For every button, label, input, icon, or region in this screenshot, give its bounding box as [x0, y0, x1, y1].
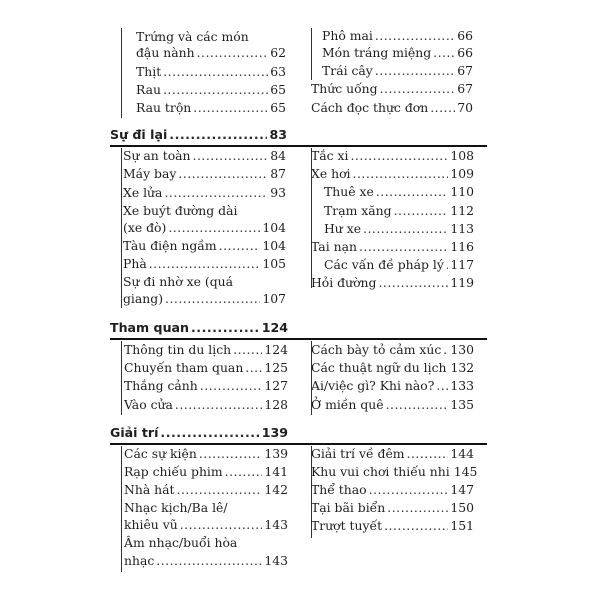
toc-entry[interactable]: [124, 342, 288, 358]
toc-entry-label: Giải trí về đêm: [311, 446, 405, 461]
dot-leader: [175, 397, 262, 413]
toc-entry[interactable]: [123, 220, 286, 236]
dot-leader: [245, 360, 262, 376]
section-left-rule: [121, 148, 122, 308]
dot-leader: [380, 81, 456, 97]
toc-entry[interactable]: [311, 482, 474, 498]
toc-entry[interactable]: [124, 464, 288, 480]
toc-entry-label: Thắng cảnh: [124, 378, 198, 393]
toc-entry-label: Chuyến tham quan: [124, 360, 244, 375]
toc-entry[interactable]: [311, 81, 473, 97]
dot-leader: [376, 184, 449, 200]
toc-entry[interactable]: [124, 482, 288, 498]
toc-entry-label: Sự đi nhờ xe (quá: [123, 274, 233, 289]
toc-entry-page: 107: [262, 291, 286, 306]
toc-entry-page: 125: [264, 360, 288, 375]
toc-entry-page: 147: [450, 482, 474, 497]
dot-leader: [407, 446, 449, 462]
toc-entry[interactable]: [136, 45, 286, 61]
toc-entry-page: 62: [270, 45, 286, 60]
toc-entry[interactable]: [322, 63, 473, 79]
toc-entry-page: 65: [270, 82, 286, 97]
dot-leader: [375, 28, 455, 44]
toc-entry[interactable]: [324, 184, 474, 200]
dot-leader: [168, 220, 260, 236]
toc-entry-page: 104: [262, 220, 286, 235]
toc-entry-page: 110: [450, 184, 474, 199]
toc-entry[interactable]: [124, 517, 288, 533]
toc-entry[interactable]: [136, 100, 286, 116]
dot-leader: [163, 82, 268, 98]
toc-entry-label: Cách bày tỏ cảm xúc: [311, 342, 442, 357]
dot-leader: [443, 342, 448, 358]
toc-entry-page: 132: [450, 360, 475, 375]
dot-leader: [394, 203, 449, 219]
toc-entry-page: 150: [450, 500, 474, 515]
toc-entry-page: 65: [270, 100, 286, 115]
toc-entry[interactable]: [124, 378, 288, 394]
toc-entry-label: Âm nhạc/buổi hòa: [124, 535, 238, 550]
toc-entry[interactable]: [311, 464, 478, 480]
toc-entry[interactable]: [311, 342, 474, 358]
toc-entry[interactable]: [123, 238, 286, 254]
toc-entry[interactable]: [124, 535, 237, 551]
toc-entry-label: Xe buýt đường dài: [123, 203, 238, 218]
section-page: 124: [261, 320, 288, 335]
toc-entry-label: Phô mai: [322, 28, 373, 43]
toc-entry-page: 124: [264, 342, 288, 357]
dot-leader: [163, 64, 268, 80]
toc-entry[interactable]: [136, 82, 286, 98]
section-heading[interactable]: [110, 127, 287, 143]
section-divider: [110, 338, 487, 340]
section-title: Tham quan: [110, 320, 190, 335]
toc-entry[interactable]: [123, 274, 233, 290]
section-divider: [110, 145, 487, 147]
dot-leader: [177, 482, 263, 498]
toc-entry-label: Tai nạn: [311, 239, 357, 254]
toc-entry-page: 87: [270, 166, 286, 181]
toc-entry-page: 143: [264, 553, 288, 568]
toc-entry-label: Sự an toàn: [123, 148, 191, 163]
toc-entry-page: 105: [262, 256, 286, 271]
toc-entry-label: Cách đọc thực đơn: [311, 100, 429, 115]
toc-entry-page: 143: [264, 517, 288, 532]
dot-leader: [387, 500, 448, 516]
toc-entry[interactable]: [322, 28, 473, 44]
toc-entry[interactable]: [124, 553, 288, 569]
top-left-rule: [121, 28, 122, 118]
toc-entry-label: (xe đò): [123, 220, 167, 235]
toc-entry-page: 84: [270, 148, 286, 163]
toc-entry-label: Nhạc kịch/Ba lê/: [124, 500, 228, 515]
toc-entry[interactable]: [311, 518, 474, 534]
dot-leader: [200, 378, 263, 394]
toc-entry-label: Thông tin du lịch: [124, 342, 232, 357]
dot-leader: [386, 397, 449, 413]
dot-leader: [369, 482, 449, 498]
toc-entry-label: Rau trộn: [136, 100, 192, 115]
toc-entry[interactable]: [123, 185, 286, 201]
toc-entry-page: 66: [457, 45, 473, 60]
toc-entry[interactable]: [311, 148, 474, 164]
toc-entry-page: 116: [450, 239, 474, 254]
toc-entry-label: Ai/việc gì? Khi nào?: [311, 378, 435, 393]
dot-leader: [436, 378, 448, 394]
toc-entry-page: 128: [264, 397, 288, 412]
toc-entry-label: Trái cây: [322, 63, 373, 78]
toc-entry[interactable]: [123, 291, 286, 307]
toc-entry[interactable]: [324, 203, 474, 219]
dot-leader: [149, 256, 261, 272]
dot-leader: [193, 148, 269, 164]
toc-entry[interactable]: [311, 275, 474, 291]
toc-entry-label: Trứng và các món: [136, 29, 249, 44]
toc-entry-page: 142: [264, 482, 288, 497]
dot-leader: [165, 291, 260, 307]
toc-entry-page: 63: [270, 64, 286, 79]
section-title: Sự đi lại: [110, 127, 168, 142]
toc-entry-page: 135: [450, 397, 474, 412]
toc-entry-label: Rau: [136, 82, 161, 97]
toc-entry[interactable]: [123, 148, 286, 164]
dot-leader: [384, 518, 448, 534]
top-right-rule: [311, 28, 312, 80]
toc-entry-page: 127: [264, 378, 288, 393]
toc-entry-label: Nhà hát: [124, 482, 175, 497]
dot-leader: [353, 166, 449, 182]
toc-entry-label: Hư xe: [324, 221, 362, 236]
dot-leader: [350, 148, 448, 164]
toc-entry-label: nhạc: [124, 553, 155, 568]
dot-leader: [219, 238, 261, 254]
toc-entry-page: 119: [450, 275, 474, 290]
toc-entry-label: đậu nành: [136, 45, 195, 60]
toc-entry-label: Trượt tuyết: [311, 518, 383, 533]
toc-entry-label: Ở miền quê: [311, 397, 384, 412]
toc-entry-label: Thức uống: [311, 81, 378, 96]
toc-entry-page: 151: [450, 518, 474, 533]
toc-entry[interactable]: [311, 166, 474, 182]
toc-entry-page: 70: [457, 100, 473, 115]
toc-entry-label: Các sự kiện: [124, 446, 197, 461]
dot-leader: [178, 166, 268, 182]
section-title: Giải trí: [110, 425, 159, 440]
toc-entry-label: Trạm xăng: [324, 203, 392, 218]
toc-entry-page: 133: [450, 378, 474, 393]
toc-entry-page: 145: [453, 464, 478, 479]
toc-entry-label: giang): [123, 291, 164, 306]
section-left-rule: [121, 446, 122, 572]
toc-entry-page: 109: [450, 166, 474, 181]
dot-leader: [164, 185, 268, 201]
toc-entry[interactable]: [124, 500, 228, 516]
toc-entry-label: Vào cửa: [124, 397, 173, 412]
dot-leader: [375, 63, 455, 79]
toc-entry-page: 67: [457, 63, 473, 78]
toc-entry-page: 112: [450, 203, 474, 218]
section-divider: [110, 443, 487, 445]
toc-entry[interactable]: [311, 239, 474, 255]
toc-entry-page: 67: [457, 81, 473, 96]
toc-entry-page: 144: [450, 446, 474, 461]
dot-leader: [225, 464, 263, 480]
toc-entry[interactable]: [136, 64, 286, 80]
toc-entry-label: Các vấn đề pháp lý: [324, 257, 444, 272]
dot-leader: [193, 100, 268, 116]
toc-entry[interactable]: [124, 446, 288, 462]
toc-entry-label: Tại bãi biển: [311, 500, 386, 515]
toc-entry-page: 108: [450, 148, 474, 163]
dot-leader: [433, 45, 455, 61]
toc-entry-label: Máy bay: [123, 166, 177, 181]
dot-leader: [363, 221, 448, 237]
toc-entry-label: Xe lửa: [123, 185, 163, 200]
section-heading[interactable]: [110, 320, 288, 336]
toc-entry[interactable]: [311, 378, 474, 394]
dot-leader: [199, 446, 263, 462]
toc-entry[interactable]: [311, 397, 474, 413]
toc-entry-label: Các thuật ngữ du lịch: [311, 360, 447, 375]
toc-entry-label: Phà: [123, 256, 147, 271]
toc-entry[interactable]: [311, 446, 474, 462]
dot-leader: [156, 553, 262, 569]
toc-entry[interactable]: [124, 397, 288, 413]
toc-entry-page: 139: [264, 446, 288, 461]
dot-leader: [233, 342, 262, 358]
toc-entry[interactable]: [136, 29, 249, 45]
dot-leader: [359, 239, 448, 255]
dot-leader: [378, 275, 448, 291]
toc-entry[interactable]: [123, 203, 237, 219]
toc-entry[interactable]: [124, 360, 288, 376]
toc-entry-page: 141: [264, 464, 288, 479]
toc-entry-label: Rạp chiếu phim: [124, 464, 223, 479]
toc-entry-label: Thịt: [136, 64, 162, 79]
toc-entry-label: Tàu điện ngầm: [123, 238, 217, 253]
toc-entry[interactable]: [324, 221, 474, 237]
section-page: 83: [269, 127, 287, 142]
toc-entry[interactable]: [324, 257, 474, 273]
toc-entry-page: 113: [450, 221, 474, 236]
toc-entry[interactable]: [123, 166, 286, 182]
toc-entry-label: Khu vui chơi thiếu nhi: [311, 464, 450, 479]
toc-entry-label: Xe hơi: [311, 166, 351, 181]
toc-entry[interactable]: [311, 100, 473, 116]
dot-leader: [169, 127, 267, 143]
toc-entry[interactable]: [322, 45, 473, 61]
toc-entry-page: 117: [450, 257, 474, 272]
toc-entry-label: Thuê xe: [324, 184, 374, 199]
toc-entry-label: Thể thao: [311, 482, 367, 497]
toc-entry-page: 130: [450, 342, 474, 357]
toc-entry-label: khiêu vũ: [124, 517, 178, 532]
toc-entry[interactable]: [311, 360, 474, 376]
dot-leader: [430, 100, 455, 116]
dot-leader: [180, 517, 263, 533]
dot-leader: [191, 320, 260, 336]
toc-entry-page: 66: [457, 28, 473, 43]
dot-leader: [446, 257, 448, 273]
toc-entry[interactable]: [311, 500, 474, 516]
section-left-rule: [121, 341, 122, 415]
toc-entry-page: 104: [262, 238, 286, 253]
dot-leader: [197, 45, 269, 61]
section-heading[interactable]: [110, 425, 288, 441]
toc-entry-page: 93: [270, 185, 286, 200]
dot-leader: [160, 425, 259, 441]
toc-entry[interactable]: [123, 256, 286, 272]
toc-entry-label: Hỏi đường: [311, 275, 377, 290]
section-page: 139: [261, 425, 288, 440]
toc-entry-label: Tắc xi: [311, 148, 349, 163]
toc-entry-label: Món tráng miệng: [322, 45, 432, 60]
